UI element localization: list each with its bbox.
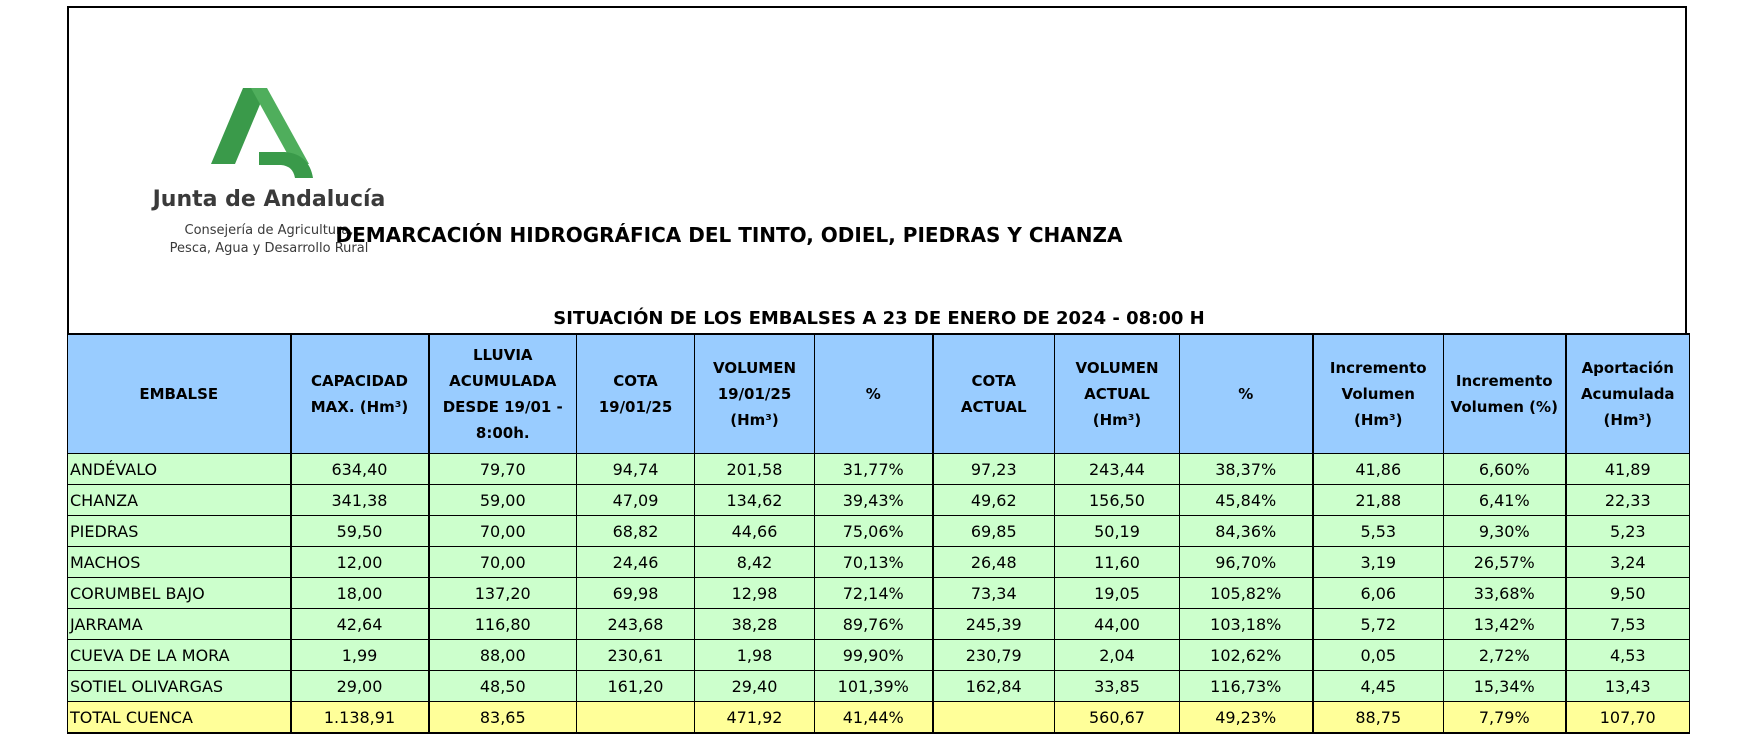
value-cell: 1,98: [695, 640, 815, 671]
value-cell: 1,99: [291, 640, 429, 671]
logo-subtitle-line1: Consejería de Agricultura,: [184, 223, 354, 238]
junta-a-logo-icon: [211, 88, 327, 178]
value-cell: 2,04: [1055, 640, 1180, 671]
value-cell: 73,34: [933, 578, 1055, 609]
value-cell: 59,00: [429, 485, 577, 516]
value-cell: 103,18%: [1180, 609, 1313, 640]
value-cell: 69,85: [933, 516, 1055, 547]
value-cell: 24,46: [577, 547, 695, 578]
value-cell: 230,79: [933, 640, 1055, 671]
value-cell: 134,62: [695, 485, 815, 516]
value-cell: 21,88: [1313, 485, 1444, 516]
column-header-line: ACTUAL: [960, 398, 1027, 416]
value-cell: 44,00: [1055, 609, 1180, 640]
column-header: [933, 334, 1055, 454]
column-header: [1566, 334, 1690, 454]
reservoir-name-cell: PIEDRAS: [68, 516, 291, 547]
value-cell: 102,62%: [1180, 640, 1313, 671]
value-cell: 19,05: [1055, 578, 1180, 609]
total-row: [68, 702, 1690, 734]
value-cell: 137,20: [429, 578, 577, 609]
column-header: [1180, 334, 1313, 454]
value-cell: 50,19: [1055, 516, 1180, 547]
value-cell: 7,79%: [1444, 702, 1566, 734]
value-cell: 4,45: [1313, 671, 1444, 702]
reservoir-name-cell: ANDÉVALO: [68, 454, 291, 485]
table-row: [68, 640, 1690, 671]
column-header-line: LLUVIA: [472, 346, 533, 364]
column-header-line: (Hm³): [730, 411, 779, 429]
column-header-line: 19/01/25: [598, 398, 673, 416]
value-cell: 5,72: [1313, 609, 1444, 640]
value-cell: 161,20: [577, 671, 695, 702]
value-cell: 13,43: [1566, 671, 1690, 702]
value-cell: 33,68%: [1444, 578, 1566, 609]
column-header: [1055, 334, 1180, 454]
value-cell: 101,39%: [815, 671, 933, 702]
table-row: [68, 609, 1690, 640]
column-header: [429, 334, 577, 454]
column-header-line: VOLUMEN: [712, 359, 797, 377]
value-cell: 42,64: [291, 609, 429, 640]
value-cell: 38,28: [695, 609, 815, 640]
column-header-line: (Hm³): [1603, 411, 1652, 429]
value-cell: 7,53: [1566, 609, 1690, 640]
reservoir-name-cell: TOTAL CUENCA: [68, 702, 291, 734]
value-cell: 89,76%: [815, 609, 933, 640]
value-cell: [577, 702, 695, 734]
column-header: [815, 334, 933, 454]
column-header-line: COTA: [971, 372, 1016, 390]
column-header: [68, 334, 291, 454]
value-cell: 5,53: [1313, 516, 1444, 547]
column-header-line: 19/01/25: [717, 385, 792, 403]
reservoir-name-cell: CORUMBEL BAJO: [68, 578, 291, 609]
report-sheet: [67, 6, 1687, 725]
value-cell: 107,70: [1566, 702, 1690, 734]
column-header-line: ACUMULADA: [449, 372, 557, 390]
value-cell: 44,66: [695, 516, 815, 547]
value-cell: 96,70%: [1180, 547, 1313, 578]
value-cell: 45,84%: [1180, 485, 1313, 516]
column-header-line: Volumen (%): [1450, 398, 1558, 416]
page-subtitle: SITUACIÓN DE LOS EMBALSES A 23 DE ENERO DE 2024 - 08:00 H: [553, 308, 1205, 329]
value-cell: 13,42%: [1444, 609, 1566, 640]
reservoir-name-cell: JARRAMA: [68, 609, 291, 640]
value-cell: 2,72%: [1444, 640, 1566, 671]
value-cell: 69,98: [577, 578, 695, 609]
value-cell: 116,73%: [1180, 671, 1313, 702]
value-cell: 94,74: [577, 454, 695, 485]
table-row: [68, 547, 1690, 578]
column-header-line: EMBALSE: [139, 385, 219, 403]
value-cell: 70,00: [429, 516, 577, 547]
column-header: [695, 334, 815, 454]
column-header-line: Incremento: [1455, 372, 1553, 390]
value-cell: 29,40: [695, 671, 815, 702]
value-cell: 97,23: [933, 454, 1055, 485]
column-header-line: Acumulada: [1580, 385, 1675, 403]
column-header: [291, 334, 429, 454]
value-cell: 11,60: [1055, 547, 1180, 578]
value-cell: 59,50: [291, 516, 429, 547]
value-cell: 70,00: [429, 547, 577, 578]
value-cell: 4,53: [1566, 640, 1690, 671]
value-cell: 162,84: [933, 671, 1055, 702]
value-cell: 88,00: [429, 640, 577, 671]
value-cell: 243,68: [577, 609, 695, 640]
value-cell: 88,75: [1313, 702, 1444, 734]
reservoir-table: [67, 333, 1690, 734]
value-cell: 245,39: [933, 609, 1055, 640]
table-row: [68, 485, 1690, 516]
column-header-line: Volumen: [1341, 385, 1415, 403]
logo-subtitle-line2: Pesca, Agua y Desarrollo Rural: [169, 241, 369, 256]
column-header: [1313, 334, 1444, 454]
table-row: [68, 578, 1690, 609]
value-cell: 47,09: [577, 485, 695, 516]
value-cell: 1.138,91: [291, 702, 429, 734]
value-cell: 560,67: [1055, 702, 1180, 734]
value-cell: 79,70: [429, 454, 577, 485]
page-title: DEMARCACIÓN HIDROGRÁFICA DEL TINTO, ODIEL, PIEDRAS Y CHANZA: [335, 223, 1123, 247]
table-row: [68, 454, 1690, 485]
value-cell: 6,06: [1313, 578, 1444, 609]
value-cell: 68,82: [577, 516, 695, 547]
value-cell: 33,85: [1055, 671, 1180, 702]
column-header-line: (Hm³): [1092, 411, 1142, 429]
value-cell: 9,30%: [1444, 516, 1566, 547]
column-header: [1444, 334, 1566, 454]
column-header-line: DESDE 19/01 -: [442, 398, 563, 416]
value-cell: 49,23%: [1180, 702, 1313, 734]
column-header-line: (Hm³): [1354, 411, 1403, 429]
value-cell: 18,00: [291, 578, 429, 609]
column-header-line: Aportación: [1581, 359, 1674, 377]
value-cell: 75,06%: [815, 516, 933, 547]
value-cell: 31,77%: [815, 454, 933, 485]
value-cell: 72,14%: [815, 578, 933, 609]
value-cell: 5,23: [1566, 516, 1690, 547]
value-cell: 341,38: [291, 485, 429, 516]
column-header-line: ACTUAL: [1084, 385, 1150, 403]
value-cell: 230,61: [577, 640, 695, 671]
table-body: [68, 454, 1690, 734]
value-cell: 243,44: [1055, 454, 1180, 485]
value-cell: 41,44%: [815, 702, 933, 734]
value-cell: 201,58: [695, 454, 815, 485]
value-cell: 38,37%: [1180, 454, 1313, 485]
reservoir-name-cell: CHANZA: [68, 485, 291, 516]
value-cell: 22,33: [1566, 485, 1690, 516]
reservoir-name-cell: SOTIEL OLIVARGAS: [68, 671, 291, 702]
value-cell: 6,60%: [1444, 454, 1566, 485]
value-cell: 70,13%: [815, 547, 933, 578]
value-cell: 12,00: [291, 547, 429, 578]
table-header-row: [68, 334, 1690, 454]
value-cell: 3,24: [1566, 547, 1690, 578]
value-cell: 116,80: [429, 609, 577, 640]
reservoir-name-cell: CUEVA DE LA MORA: [68, 640, 291, 671]
column-header-line: COTA: [613, 372, 658, 390]
value-cell: 83,65: [429, 702, 577, 734]
column-header-line: VOLUMEN: [1075, 359, 1159, 377]
column-header: [577, 334, 695, 454]
value-cell: 8,42: [695, 547, 815, 578]
reservoir-name-cell: MACHOS: [68, 547, 291, 578]
value-cell: 12,98: [695, 578, 815, 609]
value-cell: [933, 702, 1055, 734]
value-cell: 105,82%: [1180, 578, 1313, 609]
value-cell: 26,57%: [1444, 547, 1566, 578]
table-row: [68, 516, 1690, 547]
value-cell: 634,40: [291, 454, 429, 485]
table-row: [68, 671, 1690, 702]
value-cell: 84,36%: [1180, 516, 1313, 547]
value-cell: 99,90%: [815, 640, 933, 671]
value-cell: 41,89: [1566, 454, 1690, 485]
value-cell: 15,34%: [1444, 671, 1566, 702]
value-cell: 3,19: [1313, 547, 1444, 578]
value-cell: 471,92: [695, 702, 815, 734]
column-header-line: CAPACIDAD: [311, 372, 408, 390]
value-cell: 0,05: [1313, 640, 1444, 671]
logo-name: Junta de Andalucía: [152, 187, 386, 212]
column-header-line: 8:00h.: [475, 424, 530, 442]
column-header-line: %: [865, 385, 881, 403]
value-cell: 156,50: [1055, 485, 1180, 516]
column-header-line: MAX. (Hm³): [310, 398, 409, 416]
value-cell: 49,62: [933, 485, 1055, 516]
value-cell: 9,50: [1566, 578, 1690, 609]
value-cell: 39,43%: [815, 485, 933, 516]
value-cell: 48,50: [429, 671, 577, 702]
value-cell: 26,48: [933, 547, 1055, 578]
value-cell: 6,41%: [1444, 485, 1566, 516]
value-cell: 29,00: [291, 671, 429, 702]
column-header-line: %: [1238, 385, 1254, 403]
value-cell: 41,86: [1313, 454, 1444, 485]
column-header-line: Incremento: [1329, 359, 1427, 377]
